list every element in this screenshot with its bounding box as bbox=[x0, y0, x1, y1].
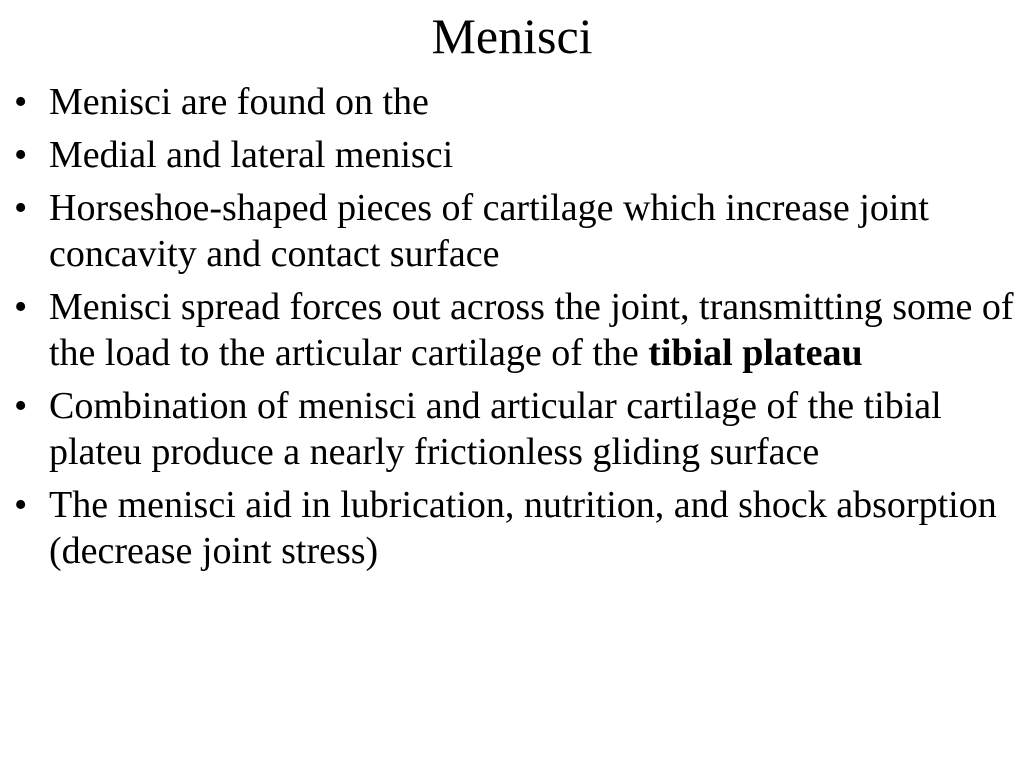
bullet-item bbox=[14, 79, 1014, 125]
bullet-item bbox=[14, 482, 1014, 574]
bullet-item bbox=[14, 383, 1014, 475]
bullet-text: Combination of menisci and articular cartilage of the tibial plateu produce a nearly frictionless gliding surface bbox=[49, 385, 942, 473]
bullet-marker: • bbox=[14, 134, 28, 176]
bullet-text: The menisci aid in lubrication, nutrition, and shock absorption (decrease joint stress) bbox=[49, 484, 997, 572]
bullet-marker: • bbox=[14, 187, 28, 229]
bullet-item bbox=[14, 185, 1014, 277]
bullet-text: Medial and lateral menisci bbox=[49, 134, 454, 176]
bullet-text bbox=[49, 286, 1014, 374]
slide-title: Menisci bbox=[431, 8, 593, 64]
bullet-item bbox=[14, 284, 1014, 376]
bullet-list bbox=[14, 79, 1014, 581]
bullet-item bbox=[14, 132, 1014, 178]
bullet-marker: • bbox=[14, 286, 28, 328]
bullet-text: Horseshoe-shaped pieces of cartilage which increase joint concavity and contact surface bbox=[49, 187, 929, 275]
bullet-marker: • bbox=[14, 484, 28, 526]
bullet-marker: • bbox=[14, 385, 28, 427]
bullet-text-bold: tibial plateau bbox=[648, 332, 863, 374]
bullet-text: Menisci are found on the bbox=[49, 81, 429, 123]
bullet-marker: • bbox=[14, 81, 28, 123]
bullet-text-plain: Menisci spread forces out across the joint, transmitting some of the load to the articular cartilage of the bbox=[49, 286, 1014, 374]
